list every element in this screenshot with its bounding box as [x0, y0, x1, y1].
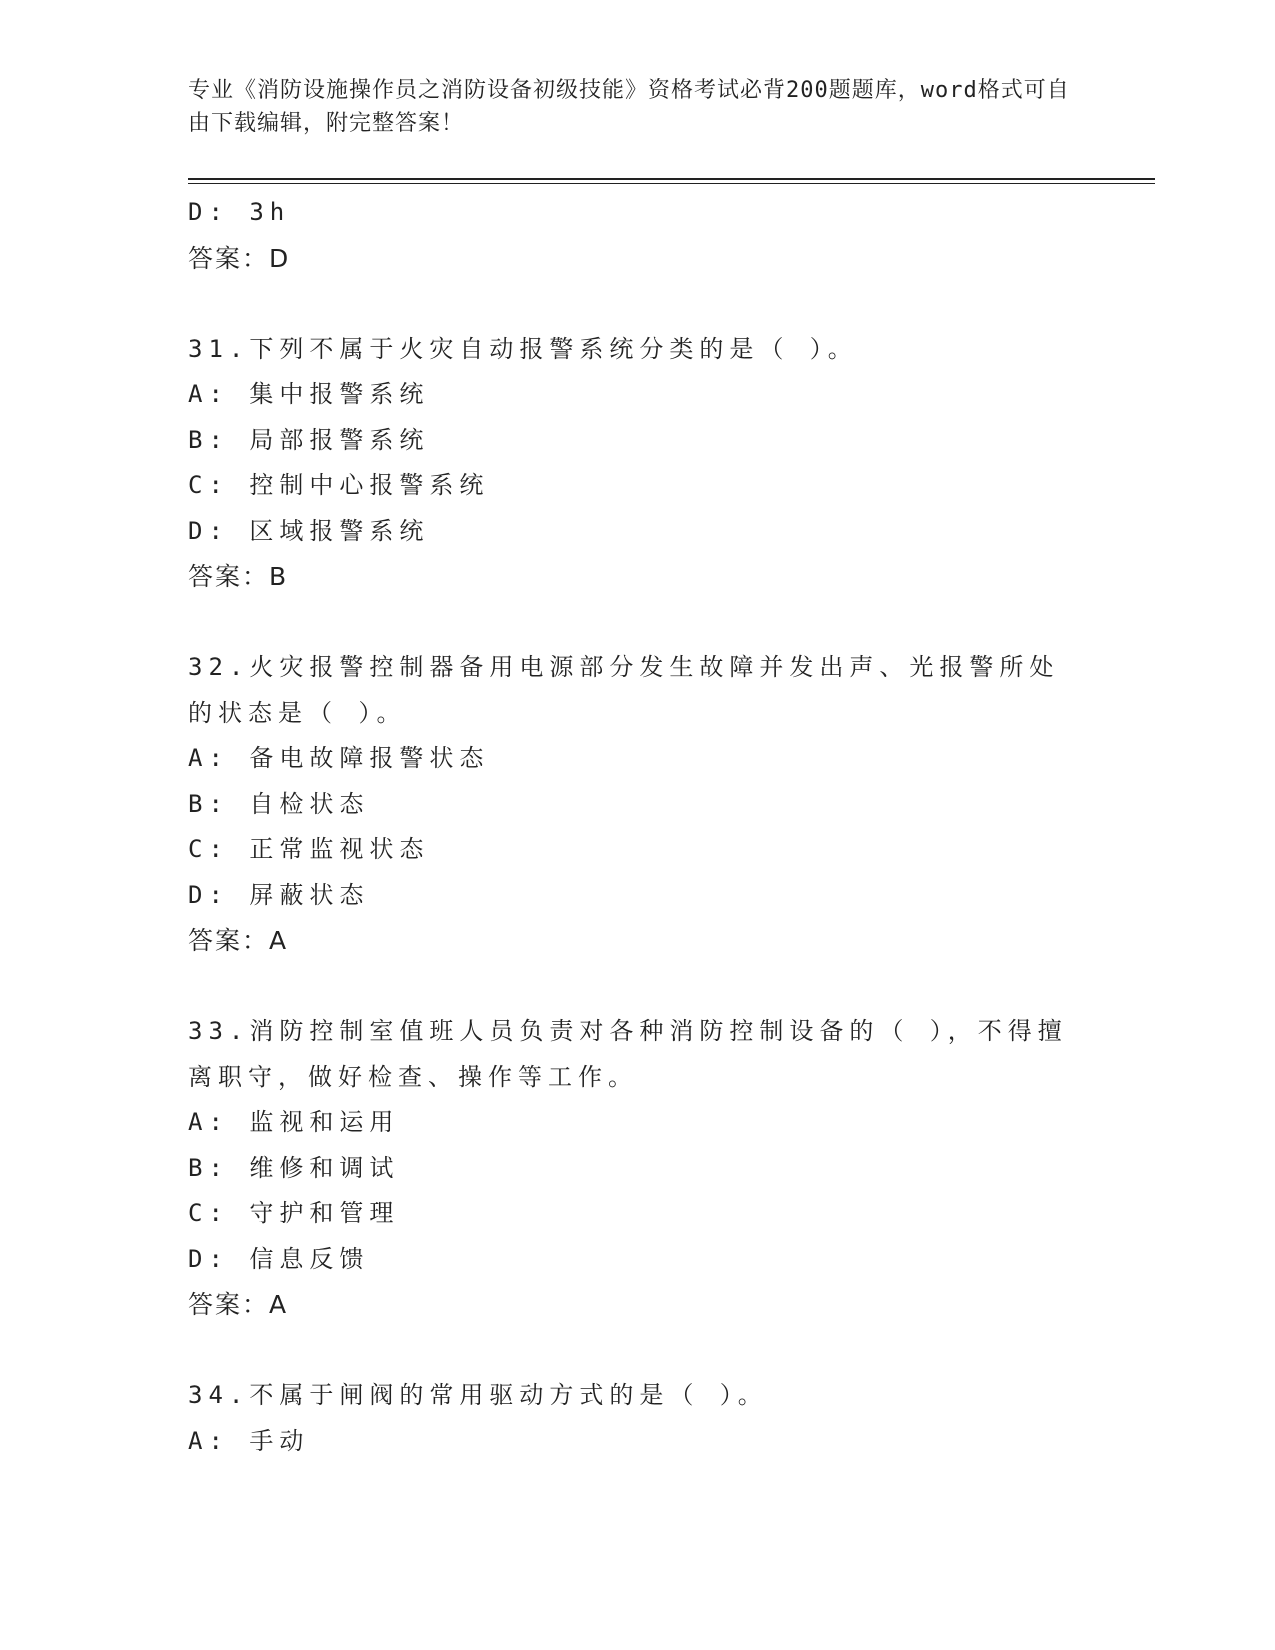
q34-option-a: A: 手动 [188, 1426, 310, 1455]
question-list [188, 190, 1088, 1464]
q32-option-d: D: 屏蔽状态 [188, 880, 370, 909]
spacer [188, 600, 1088, 646]
q33-option-d: D: 信息反馈 [188, 1244, 370, 1273]
q32-answer: 答案：A [188, 926, 289, 955]
header-divider-thick [188, 178, 1155, 180]
q31-option-d: D: 区域报警系统 [188, 516, 430, 545]
q32-option-a: A: 备电故障报警状态 [188, 744, 490, 772]
q33-option-b: B: 维修和调试 [188, 1153, 400, 1182]
q31-option-a: A: 集中报警系统 [188, 380, 430, 408]
q33-option-a: A: 监视和运用 [188, 1108, 400, 1136]
q31-stem: 31.下列不属于火灾自动报警系统分类的是（ ）。 [188, 334, 858, 363]
q31-option-c: C: 控制中心报警系统 [188, 471, 490, 499]
q30-option-d: D: 3h [188, 198, 291, 226]
q33-option-c: C: 守护和管理 [188, 1199, 400, 1227]
page-header [188, 74, 1078, 140]
q34-stem: 34.不属于闸阀的常用驱动方式的是（ ）。 [188, 1381, 768, 1409]
q32-stem: 32.火灾报警控制器备用电源部分发生故障并发出声、光报警所处的状态是（ ）。 [188, 653, 1060, 727]
q31-option-b: B: 局部报警系统 [188, 425, 430, 454]
q33-stem: 33.消防控制室值班人员负责对各种消防控制设备的（ ），不得擅离职守，做好检查、操作等工作。 [188, 1017, 1068, 1091]
header-divider-thin [188, 183, 1155, 184]
q32-option-c: C: 正常监视状态 [188, 835, 430, 863]
spacer [188, 964, 1088, 1010]
spacer [188, 1328, 1088, 1374]
header-text: 专业《消防设施操作员之消防设备初级技能》资格考试必背200题题库，word格式可自由下载编辑，附完整答案！ [188, 78, 1070, 136]
spacer [188, 281, 1088, 327]
q31-answer: 答案：B [188, 562, 289, 591]
q33-answer: 答案：A [188, 1290, 289, 1319]
q32-option-b: B: 自检状态 [188, 789, 370, 818]
q30-answer: 答案：D [188, 243, 291, 273]
